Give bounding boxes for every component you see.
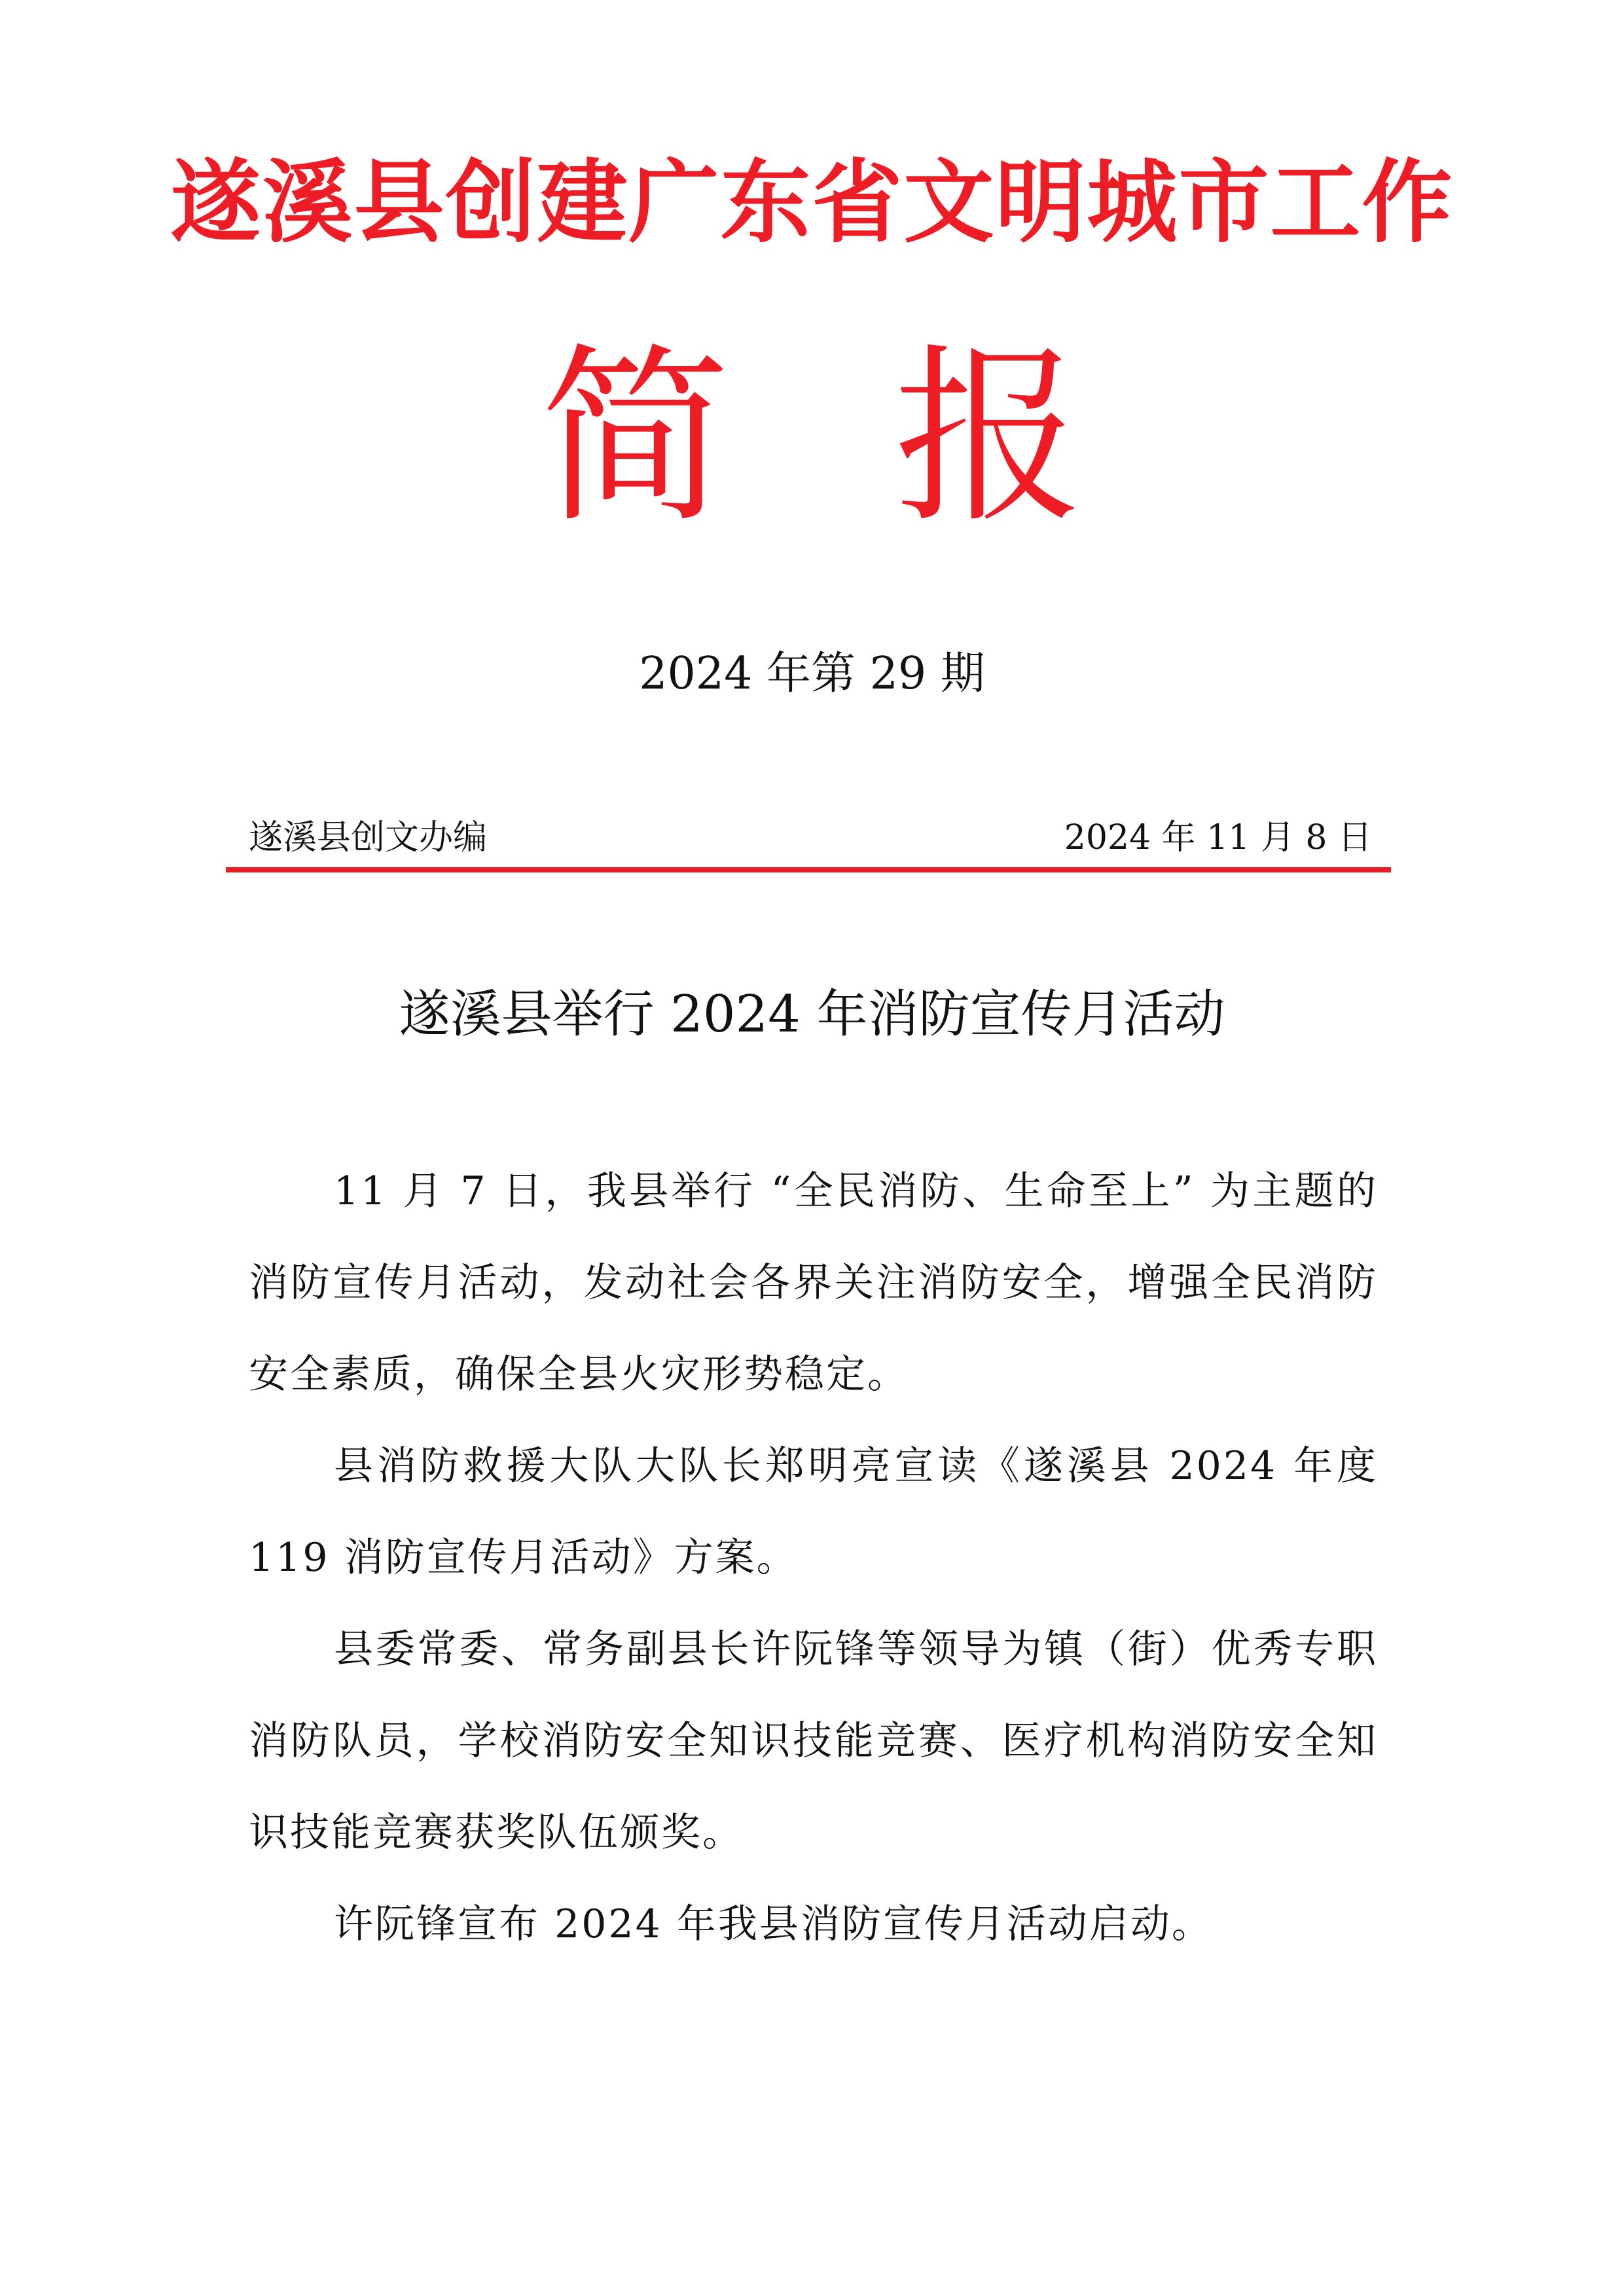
paragraph: 县消防救援大队大队长郑明亮宣读《遂溪县 2024 年度 119 消防宣传月活动》方案。 xyxy=(249,1443,1378,1581)
publish-date: 2024 年 11 月 8 日 xyxy=(1064,818,1372,857)
paragraph: 县委常委、常务副县长许阮锋等领导为镇（街）优秀专职消防队员，学校消防安全知识技能竞赛、医疗机构消防安全知识技能竞赛获奖队伍颁奖。 xyxy=(249,1626,1378,1856)
org-title: 遂溪县创建广东省文明城市工作 xyxy=(170,150,1454,255)
editor-line: 遂溪县创文办编 xyxy=(249,818,488,857)
article-body xyxy=(249,1145,1378,1970)
bulletin-title: 简报 xyxy=(540,328,1248,548)
paragraph: 许阮锋宣布 2024 年我县消防宣传月活动启动。 xyxy=(334,1901,1213,1947)
article-headline: 遂溪县举行 2024 年消防宣传月活动 xyxy=(399,985,1225,1044)
red-divider-rule xyxy=(226,867,1391,872)
issue-number: 2024 年第 29 期 xyxy=(639,648,985,700)
paragraph: 11 月 7 日，我县举行 “全民消防、生命至上” 为主题的消防宣传月活动，发动社会各界关注消防安全，增强全民消防安全素质，确保全县火灾形势稳定。 xyxy=(249,1168,1378,1397)
